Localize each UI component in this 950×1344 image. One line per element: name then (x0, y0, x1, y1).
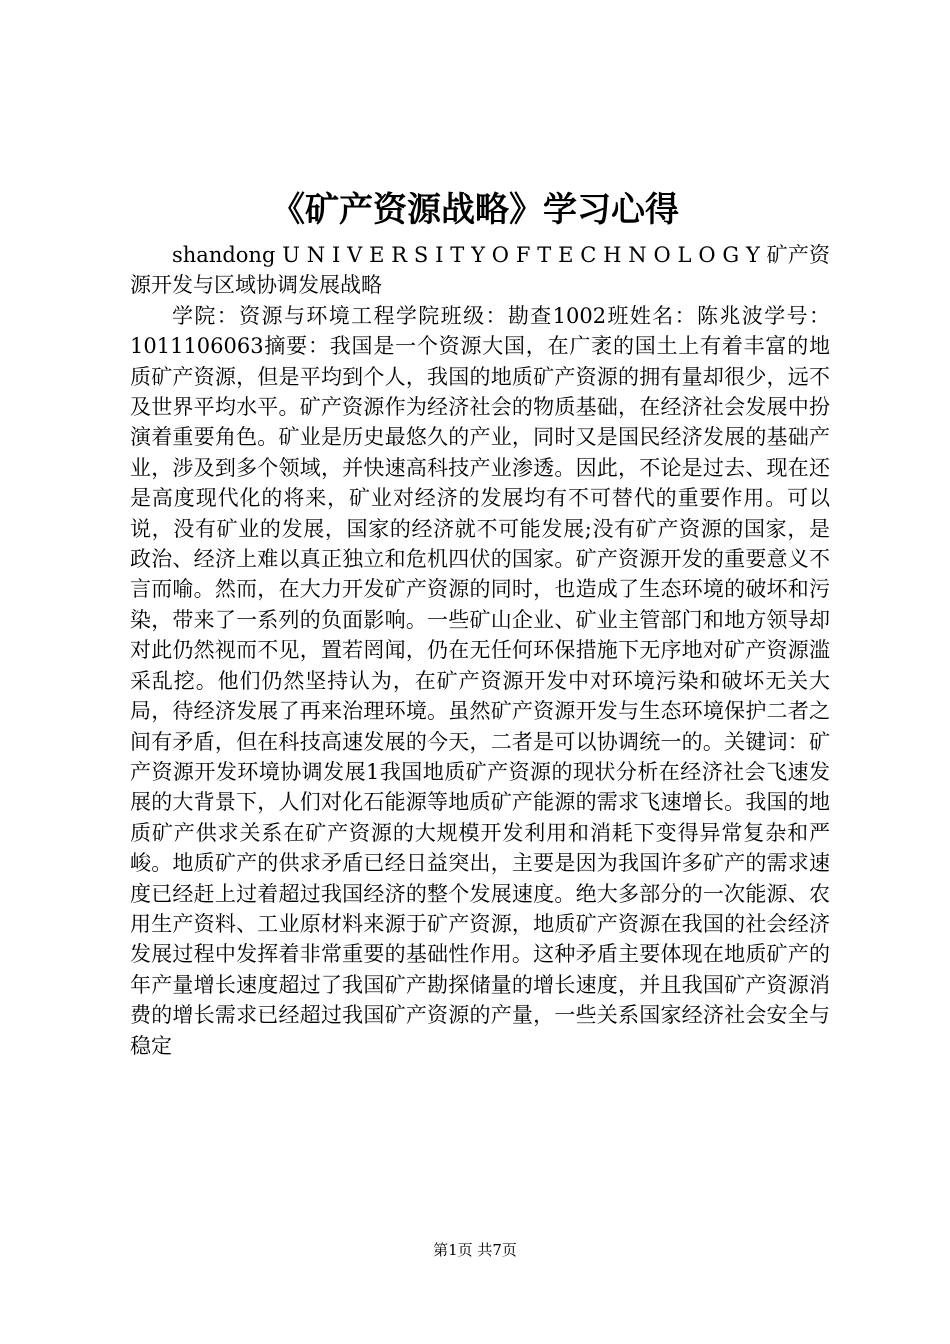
document-title: 《矿产资源战略》学习心得 (271, 190, 679, 230)
body-paragraph-main: 学院：资源与环境工程学院班级：勘查1002班姓名：陈兆波学号：1011106063摘要：我国是一个资源大国，在广袤的国土上有着丰富的地质矿产资源，但是平均到个人，我国的地质矿产资源的拥有量却很少，远不及世界平均水平。矿产资源作为经济社会的物质基础，在经济社会发展中扮演着重要角色。矿业是历史最悠久的产业，同时又是国民经济发展的基础产业，涉及到多个领域，并快速高科技产业渗透。因此，不论是过去、现在还是高度现代化的将来，矿业对经济的发展均有不可替代的重要作用。可以说，没有矿业的发展，国家的经济就不可能发展;没有矿产资源的国家，是政治、经济上难以真正独立和危机四伏的国家。矿产资源开发的重要意义不言而喻。然而，在大力开发矿产资源的同时，也造成了生态环境的破坏和污染，带来了一系列的负面影响。一些矿山企业、矿业主管部门和地方领导却对此仍然视而不见，置若罔闻，仍在无任何环保措施下无序地对矿产资源滥采乱挖。他们仍然坚持认为，在矿产资源开发中对环境污染和破坏无关大局，待经济发展了再来治理环境。虽然矿产资源开发与生态环境保护二者之间有矛盾，但在科技高速发展的今天，二者是可以协调统一的。关键词：矿产资源开发环境协调发展1我国地质矿产资源的现状分析在经济社会飞速发展的大背景下，人们对化石能源等地质矿产能源的需求飞速增长。我国的地质矿产供求关系在矿产资源的大规模开发利用和消耗下变得异常复杂和严峻。地质矿产的供求矛盾已经日益突出，主要是因为我国许多矿产的需求速度已经赶上过着超过我国经济的整个发展速度。绝大多部分的一次能源、农用生产资料、工业原材料来源于矿产资源，地质矿产资源在我国的社会经济发展过程中发挥着非常重要的基础性作用。这种矛盾主要体现在地质矿产的年产量增长速度超过了我国矿产勘探储量的增长速度，并且我国矿产资源消费的增长需求已经超过我国矿产资源的产量，一些关系国家经济社会安全与稳定 (130, 303, 830, 1058)
page-number-footer: 第1页 共7页 (433, 1241, 517, 1259)
document-body (130, 240, 830, 1061)
body-paragraph-subtitle: shandong U N I V E R S I T Y O F T E C H N O L O G Y 矿产资源开发与区域协调发展战略 (130, 243, 830, 298)
